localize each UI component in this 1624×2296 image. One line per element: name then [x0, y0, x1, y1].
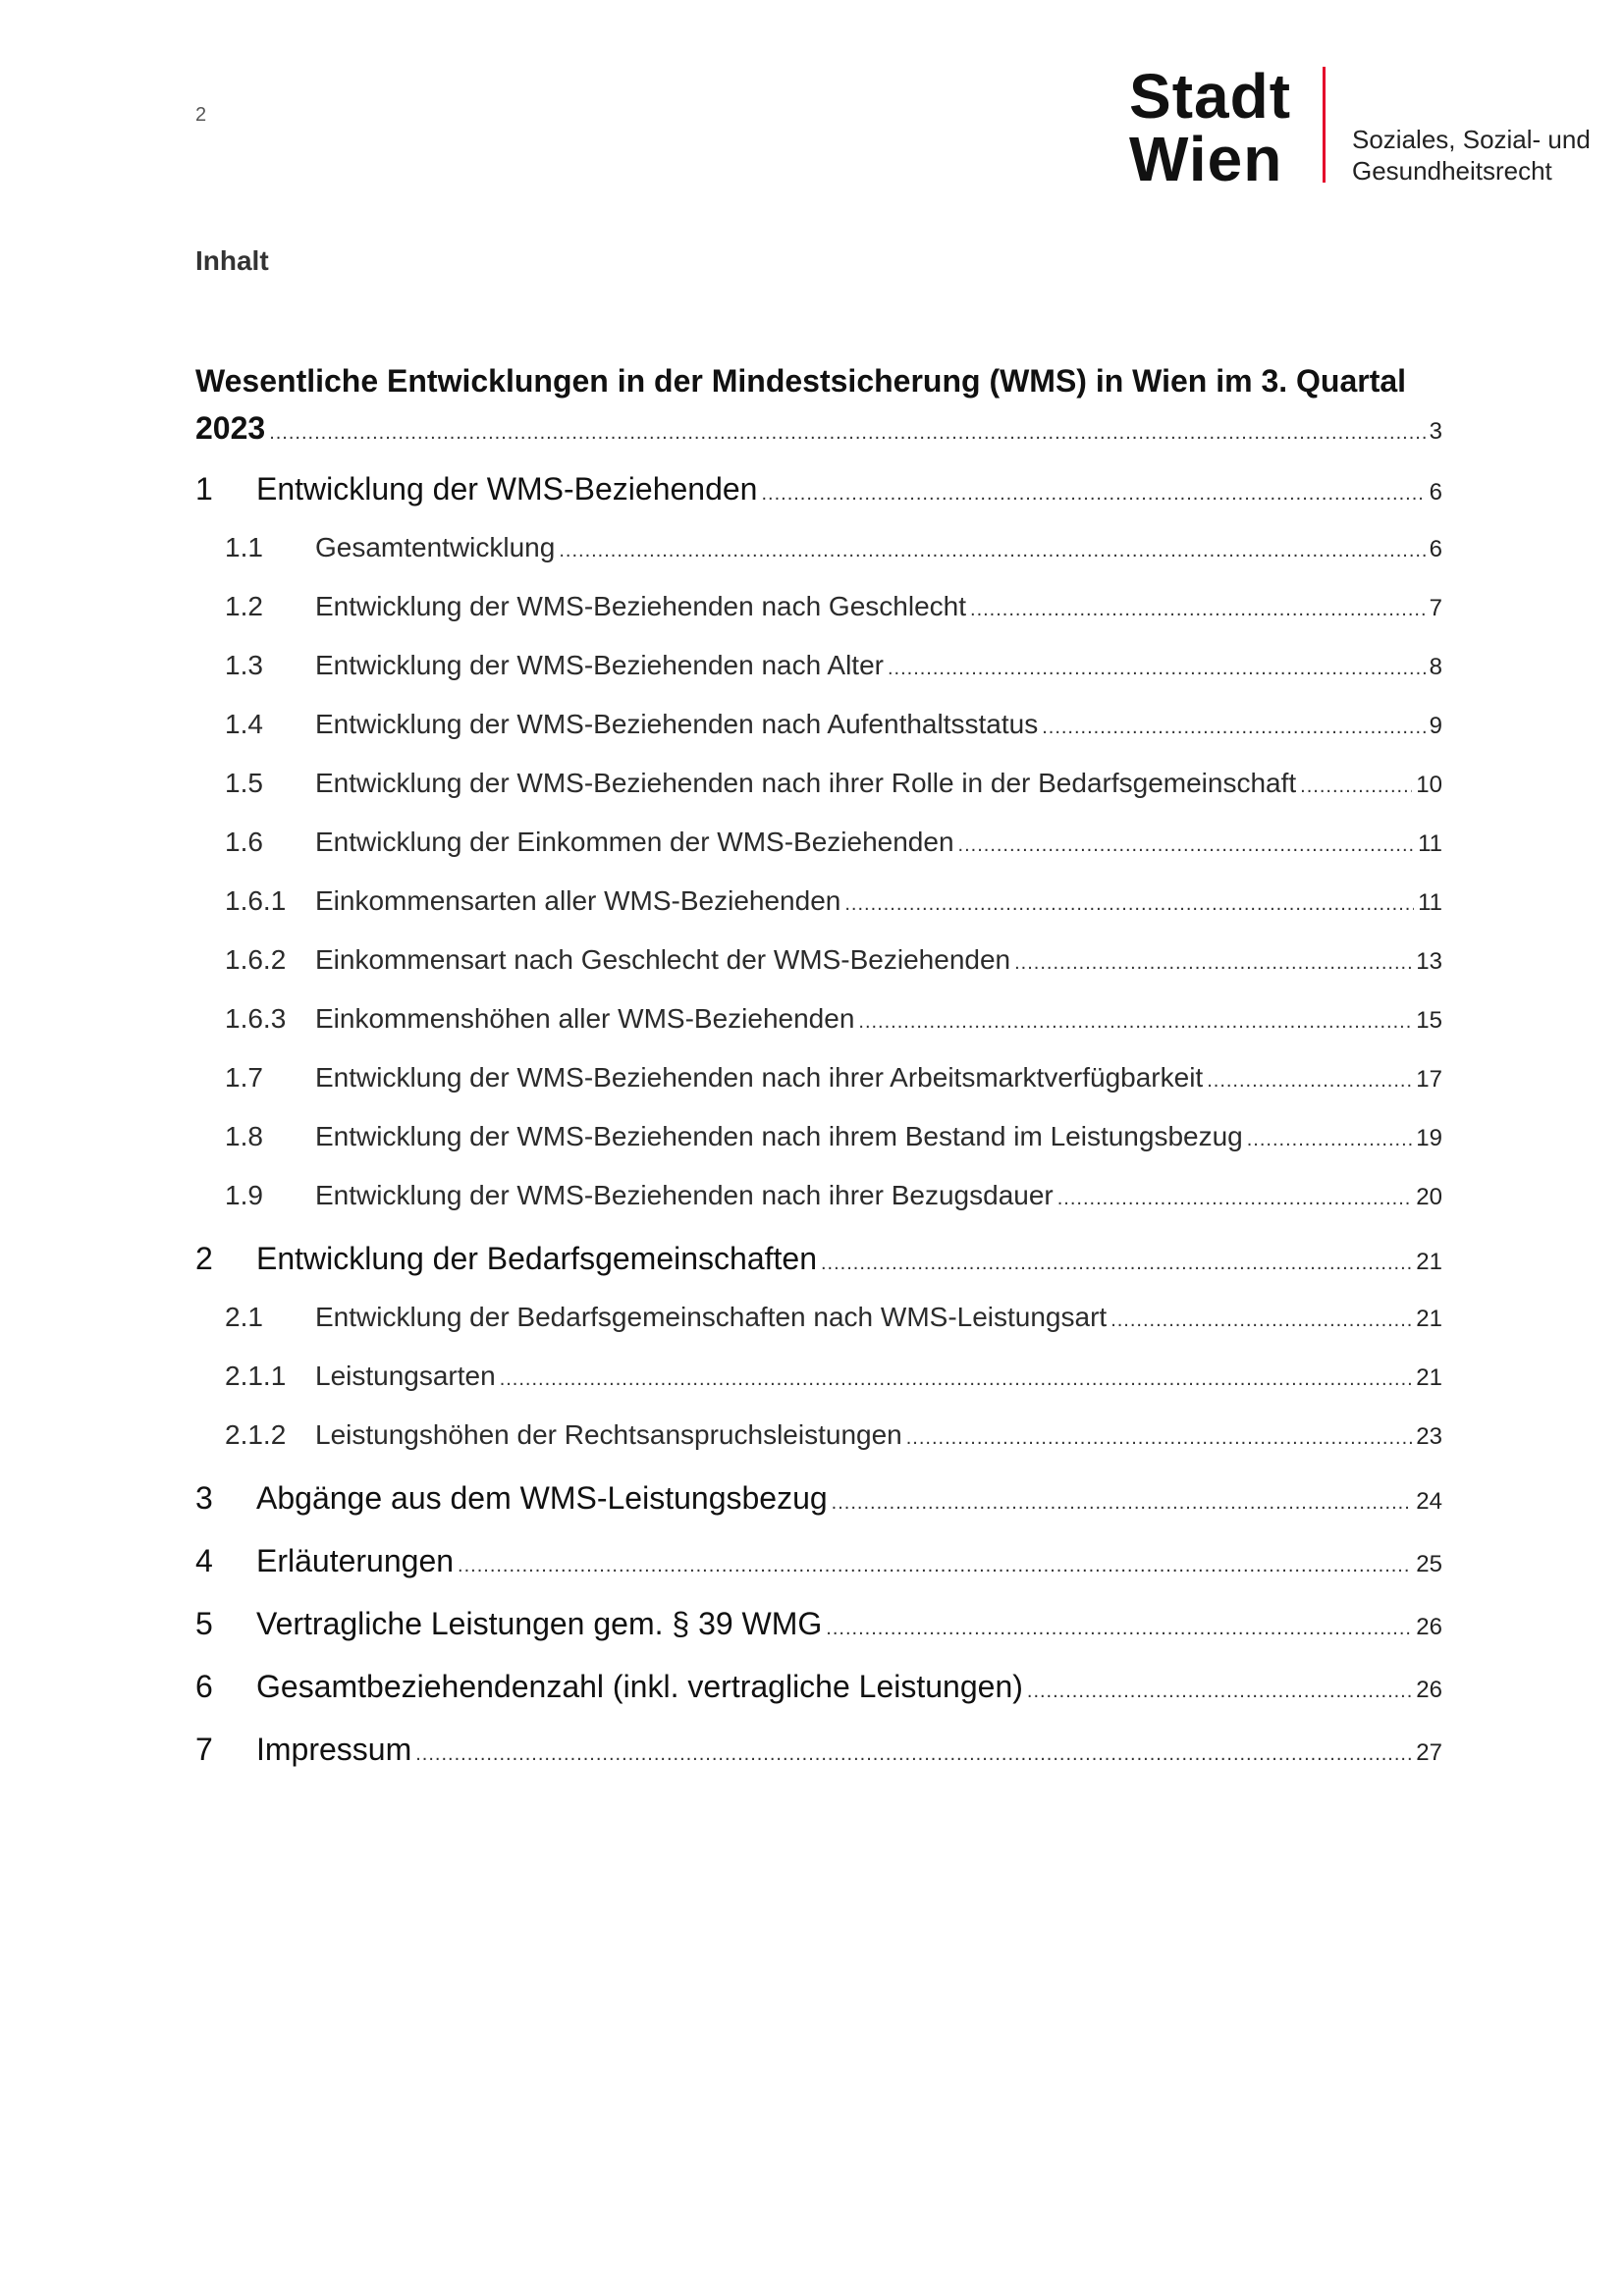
toc-entry-title: Entwicklung der WMS-Beziehenden nach ihrer Arbeitsmarktverfügbarkeit [315, 1062, 1204, 1093]
toc-entry[interactable] [195, 1414, 1442, 1472]
toc-entry-page: 6 [1429, 536, 1442, 562]
toc-entry[interactable] [195, 1661, 1442, 1724]
toc-leader-dots [821, 1253, 1412, 1275]
toc-entry-number: 1 [195, 471, 213, 507]
toc-entry-title: Leistungsarten [315, 1361, 496, 1391]
toc-entry-title: Vertragliche Leistungen gem. § 39 WMG [256, 1606, 823, 1641]
toc-entry[interactable] [195, 1598, 1442, 1661]
toc-entry[interactable] [195, 1115, 1442, 1174]
toc-entry-page: 13 [1416, 948, 1442, 975]
toc-entry[interactable] [195, 1535, 1442, 1598]
toc-entry-title: Einkommenshöhen aller WMS-Beziehenden [315, 1003, 855, 1034]
toc-leader-dots [1042, 717, 1425, 739]
toc-entry-number: 6 [195, 1669, 213, 1704]
toc-heading: Inhalt [195, 245, 269, 276]
toc-entry-number: 1.6.2 [225, 944, 287, 975]
toc-leader-dots [888, 658, 1426, 680]
toc-entry-page: 11 [1418, 830, 1442, 857]
toc-entry-title: Abgänge aus dem WMS-Leistungsbezug [256, 1480, 828, 1516]
toc-entry[interactable] [195, 585, 1442, 644]
toc-entry-number: 1.6.3 [225, 1003, 287, 1034]
toc-leader-dots [1027, 1681, 1412, 1703]
toc-entry-title: Einkommensarten aller WMS-Beziehenden [315, 885, 841, 916]
toc-entry-number: 1.6.1 [225, 885, 287, 916]
toc-leader-dots [832, 1492, 1413, 1515]
toc-leader-dots [970, 599, 1426, 621]
toc-entry[interactable] [195, 1472, 1442, 1535]
toc-leader-dots [1207, 1070, 1412, 1093]
toc-leader-dots [500, 1368, 1413, 1391]
logo-word-wien: Wien [1129, 124, 1283, 194]
toc-entry-number: 7 [195, 1732, 213, 1767]
toc-entry-page: 24 [1416, 1488, 1442, 1515]
table-of-contents [195, 353, 1442, 1787]
toc-entry-title: Impressum [256, 1732, 412, 1767]
toc-entry-number: 2.1.2 [225, 1419, 287, 1450]
toc-entry[interactable] [195, 463, 1442, 526]
toc-entry-number: 1.2 [225, 591, 263, 621]
toc-entry-title: Entwicklung der WMS-Beziehenden nach Geschlecht [315, 591, 967, 621]
toc-leader-dots [958, 834, 1415, 857]
toc-entry-number: 3 [195, 1480, 213, 1516]
toc-leader-dots [1057, 1188, 1413, 1210]
toc-entry-number: 2.1.1 [225, 1361, 287, 1391]
toc-entry-number: 1.5 [225, 768, 263, 798]
toc-entry-page: 20 [1416, 1184, 1442, 1210]
logo-subtitle-line1: Soziales, Sozial- und [1352, 125, 1591, 154]
toc-entry-title: Entwicklung der WMS-Beziehenden nach ihrer Bezugsdauer [315, 1180, 1054, 1210]
toc-main-title-line2: 2023 [195, 410, 266, 446]
toc-entry-title: Entwicklung der WMS-Beziehenden nach Aufenthaltsstatus [315, 709, 1039, 739]
toc-entry-title: Leistungshöhen der Rechtsanspruchsleistungen [315, 1419, 902, 1450]
toc-entry-title: Gesamtentwicklung [315, 532, 556, 562]
toc-entry-title: Entwicklung der WMS-Beziehenden nach ihrem Bestand im Leistungsbezug [315, 1121, 1243, 1151]
toc-leader-dots [559, 540, 1425, 562]
toc-leader-dots [1110, 1309, 1412, 1332]
toc-entry-title: Einkommensart nach Geschlecht der WMS-Beziehenden [315, 944, 1011, 975]
toc-entry-page: 26 [1416, 1677, 1442, 1703]
toc-entry-title: Entwicklung der WMS-Beziehenden nach Alter [315, 650, 884, 680]
toc-leader-dots [761, 483, 1425, 506]
toc-entry-title: Erläuterungen [256, 1543, 455, 1578]
toc-leader-dots [1014, 952, 1412, 975]
toc-entry-number: 2 [195, 1241, 213, 1276]
toc-entry-number: 1.3 [225, 650, 263, 680]
toc-entry-title: Entwicklung der Bedarfsgemeinschaften nach WMS-Leistungsart [315, 1302, 1108, 1332]
toc-entry-number: 1.9 [225, 1180, 263, 1210]
toc-main-page: 3 [1429, 418, 1442, 445]
toc-leader-dots [458, 1555, 1412, 1577]
toc-entry-page: 25 [1416, 1551, 1442, 1577]
toc-entry-number: 1.8 [225, 1121, 263, 1151]
toc-entry[interactable] [195, 1174, 1442, 1233]
toc-entry-page: 9 [1429, 713, 1442, 739]
toc-entry[interactable] [195, 1233, 1442, 1296]
toc-entry-page: 6 [1429, 479, 1442, 506]
toc-entry-number: 4 [195, 1543, 213, 1578]
toc-leader-dots [844, 893, 1414, 916]
toc-leader-dots [858, 1011, 1412, 1034]
toc-entry-page: 21 [1416, 1249, 1442, 1275]
toc-leader-dots [906, 1427, 1413, 1450]
toc-entry-page: 17 [1416, 1066, 1442, 1093]
toc-entry[interactable] [195, 644, 1442, 703]
toc-entry-page: 19 [1416, 1125, 1442, 1151]
toc-entry-title: Entwicklung der Bedarfsgemeinschaften [256, 1241, 817, 1276]
toc-entry-page: 26 [1416, 1614, 1442, 1640]
toc-entry[interactable] [195, 880, 1442, 938]
toc-entry-number: 1.1 [225, 532, 263, 562]
toc-entry-number: 2.1 [225, 1302, 263, 1332]
stadt-wien-logo [1129, 61, 1600, 194]
toc-entry[interactable] [195, 1056, 1442, 1115]
toc-leader-dots [415, 1743, 1412, 1766]
toc-entry[interactable] [195, 1724, 1442, 1787]
toc-entry-page: 23 [1416, 1423, 1442, 1450]
toc-entry[interactable] [195, 821, 1442, 880]
toc-entry-page: 21 [1416, 1364, 1442, 1391]
toc-entry-page: 7 [1429, 595, 1442, 621]
page-number: 2 [195, 104, 207, 126]
logo-divider [1323, 67, 1326, 183]
logo-word-stadt: Stadt [1129, 61, 1291, 132]
toc-entry-number: 5 [195, 1606, 213, 1641]
toc-entry-title: Gesamtbeziehendenzahl (inkl. vertragliche Leistungen) [256, 1669, 1023, 1704]
toc-entry-page: 21 [1416, 1306, 1442, 1332]
toc-main-title-line1: Wesentliche Entwicklungen in der Mindestsicherung (WMS) in Wien im 3. Quartal [195, 363, 1407, 399]
toc-entry-title: Entwicklung der Einkommen der WMS-Beziehenden [315, 827, 954, 857]
toc-entry[interactable] [195, 997, 1442, 1056]
toc-entry-title: Entwicklung der WMS-Beziehenden [256, 471, 758, 507]
toc-main-title-line2-row [195, 410, 1442, 450]
toc-entry[interactable] [195, 762, 1442, 821]
toc-entry-page: 15 [1416, 1007, 1442, 1034]
toc-entry-number: 1.6 [225, 827, 263, 857]
toc-entry-page: 8 [1429, 654, 1442, 680]
toc-entry[interactable] [195, 938, 1442, 997]
toc-entry-page: 27 [1416, 1739, 1442, 1766]
toc-entry[interactable] [195, 526, 1442, 585]
toc-entry-number: 1.7 [225, 1062, 263, 1093]
toc-entry-title: Entwicklung der WMS-Beziehenden nach ihrer Rolle in der Bedarfsgemeinschaft [315, 768, 1297, 798]
toc-entry[interactable] [195, 1355, 1442, 1414]
toc-entry-page: 10 [1416, 772, 1442, 798]
toc-leader-dots [826, 1618, 1412, 1640]
toc-entry[interactable] [195, 703, 1442, 762]
toc-leader-dots [269, 422, 1425, 445]
toc-main-entry[interactable] [195, 353, 1442, 463]
logo-subtitle-line2: Gesundheitsrecht [1352, 156, 1552, 186]
toc-entry-page: 11 [1418, 889, 1442, 916]
toc-leader-dots [1247, 1129, 1413, 1151]
toc-list [195, 463, 1442, 1787]
toc-leader-dots [1300, 775, 1412, 798]
toc-entry[interactable] [195, 1296, 1442, 1355]
toc-entry-number: 1.4 [225, 709, 263, 739]
